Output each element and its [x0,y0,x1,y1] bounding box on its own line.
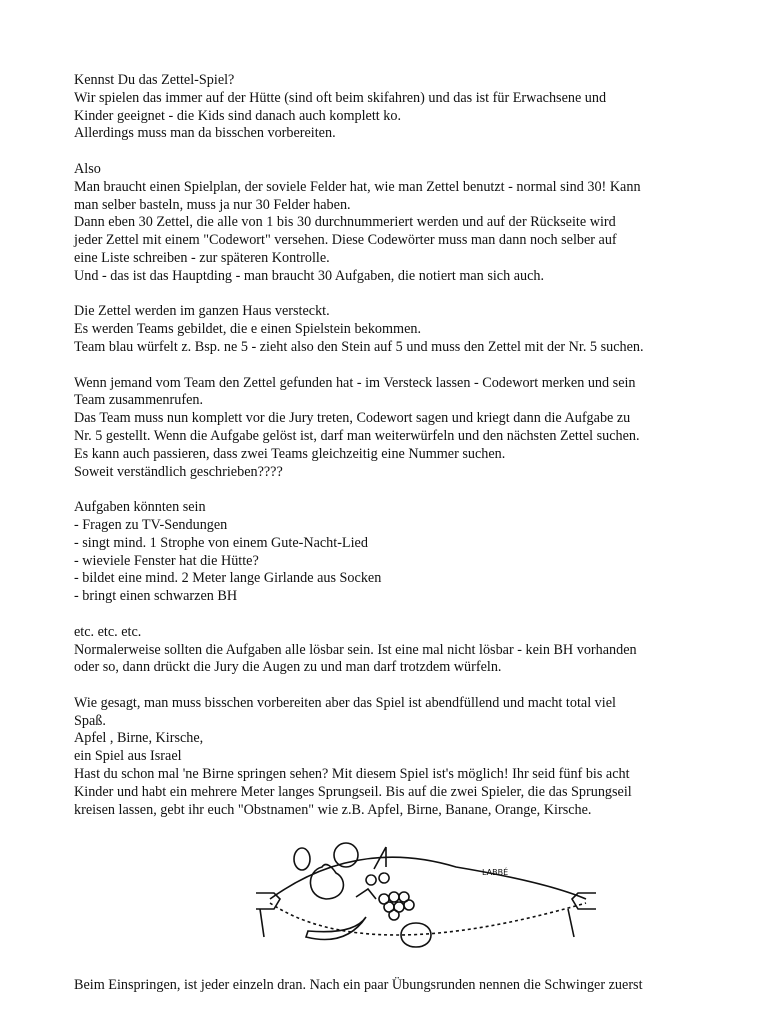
text-line: - bildet eine mind. 2 Meter lange Girlande aus Socken [74,570,382,587]
text-line: - bringt einen schwarzen BH [74,588,238,605]
top-fruit-1-icon [294,848,310,870]
paragraph [74,303,704,356]
rope-bottom-arc [270,903,586,935]
text-line: Die Zettel werden im ganzen Haus versteckt. [74,303,330,320]
document-page [74,72,704,1013]
paragraph [74,161,704,286]
text-line: man selber basteln, muss ja nur 30 Felder haben. [74,196,351,213]
document-body [74,72,704,819]
grapes-icon [389,910,399,920]
text-line: Aufgaben könnten sein [74,499,206,516]
text-line: Hast du schon mal 'ne Birne springen sehen? Mit diesem Spiel ist's möglich! Ihr seid fünf bis acht [74,766,630,783]
text-line: Kennst Du das Zettel-Spiel? [74,72,235,88]
text-line: - singt mind. 1 Strophe von einem Gute-Nacht-Lied [74,534,368,551]
text-line: Normalerweise sollten die Aufgaben alle lösbar sein. Ist eine mal nicht lösbar - kein BH vorhanden [74,641,637,658]
banana-icon [306,917,366,940]
text-line: Und - das ist das Hauptding - man braucht 30 Aufgaben, die notiert man sich auch. [74,267,545,284]
text-line: Soweit verständlich geschrieben???? [74,463,283,480]
text-line: - wieviele Fenster hat die Hütte? [74,552,259,569]
text-line: Wir spielen das immer auf der Hütte (sind oft beim skifahren) und das ist für Erwachsene und [74,89,607,106]
jump-rope-fruit-illustration [74,837,704,963]
rope-top-arc [270,857,586,899]
text-line: Beim Einspringen, ist jeder einzeln dran. Nach ein paar Übungsrunden nennen die Schwinger zuerst [74,977,643,994]
text-line: Kinder und habt ein mehrere Meter langes Sprungseil. Bis auf die zwei Spieler, die das Sprungseil [74,783,632,800]
text-line: Team blau würfelt z. Bsp. ne 5 - zieht also den Stein auf 5 und muss den Zettel mit der Nr. 5 suchen. [74,338,644,355]
fruit-jump-rope-drawing [256,837,596,963]
text-line: eine Liste schreiben - zur späteren Kontrolle. [74,249,330,266]
text-line: oder so, dann drückt die Jury die Augen zu und man darf trotzdem würfeln. [74,659,502,676]
text-line: Apfel , Birne, Kirsche, [74,730,204,747]
text-line: Es kann auch passieren, dass zwei Teams gleichzeitig eine Nummer suchen. [74,445,506,462]
paragraph [74,375,704,482]
text-line: Nr. 5 gestellt. Wenn die Aufgabe gelöst ist, darf man weiterwürfeln und den nächsten Zettel suchen. [74,427,640,444]
text-line: ein Spiel aus Israel [74,748,182,765]
text-line: Dann eben 30 Zettel, die alle von 1 bis 30 durchnummeriert werden und auf der Rückseite wird [74,214,616,231]
text-line: etc. etc. etc. [74,623,142,640]
text-line: jeder Zettel mit einem "Codewort" versehen. Diese Codewörter muss man dann noch selber auf [74,232,617,249]
text-line: Man braucht einen Spielplan, der soviele Felder hat, wie man Zettel benutzt - normal sind 30! Kann [74,178,641,195]
text-line: Kinder geeignet - die Kids sind danach auch komplett ko. [74,107,402,124]
paragraph [74,624,704,677]
text-line: Spaß. [74,712,106,729]
pear-icon [310,865,343,899]
text-line: - Fragen zu TV-Sendungen [74,516,228,533]
cherry-icon [366,847,389,885]
illustration-signature: LABBÉ [482,868,509,878]
text-line: kreisen lassen, gebt ihr euch "Obstnamen" wie z.B. Apfel, Birne, Banane, Orange, Kirsche. [74,801,592,818]
text-line: Das Team muss nun komplett vor die Jury treten, Codewort sagen und kriegt dann die Aufgabe zu [74,410,631,427]
text-line: Wenn jemand vom Team den Zettel gefunden hat - im Versteck lassen - Codewort merken und sein [74,374,636,391]
text-line: Es werden Teams gebildet, die e einen Spielstein bekommen. [74,321,422,338]
final-paragraph [74,977,704,995]
paragraph [74,499,704,606]
paragraph [74,72,704,143]
text-line: Wie gesagt, man muss bisschen vorbereiten aber das Spiel ist abendfüllend und macht total viel [74,694,616,711]
text-line: Team zusammenrufen. [74,392,204,409]
jumper-figure-icon [356,889,376,899]
text-line: Also [74,160,101,177]
text-line: Allerdings muss man da bisschen vorbereiten. [74,125,336,142]
paragraph [74,695,704,820]
